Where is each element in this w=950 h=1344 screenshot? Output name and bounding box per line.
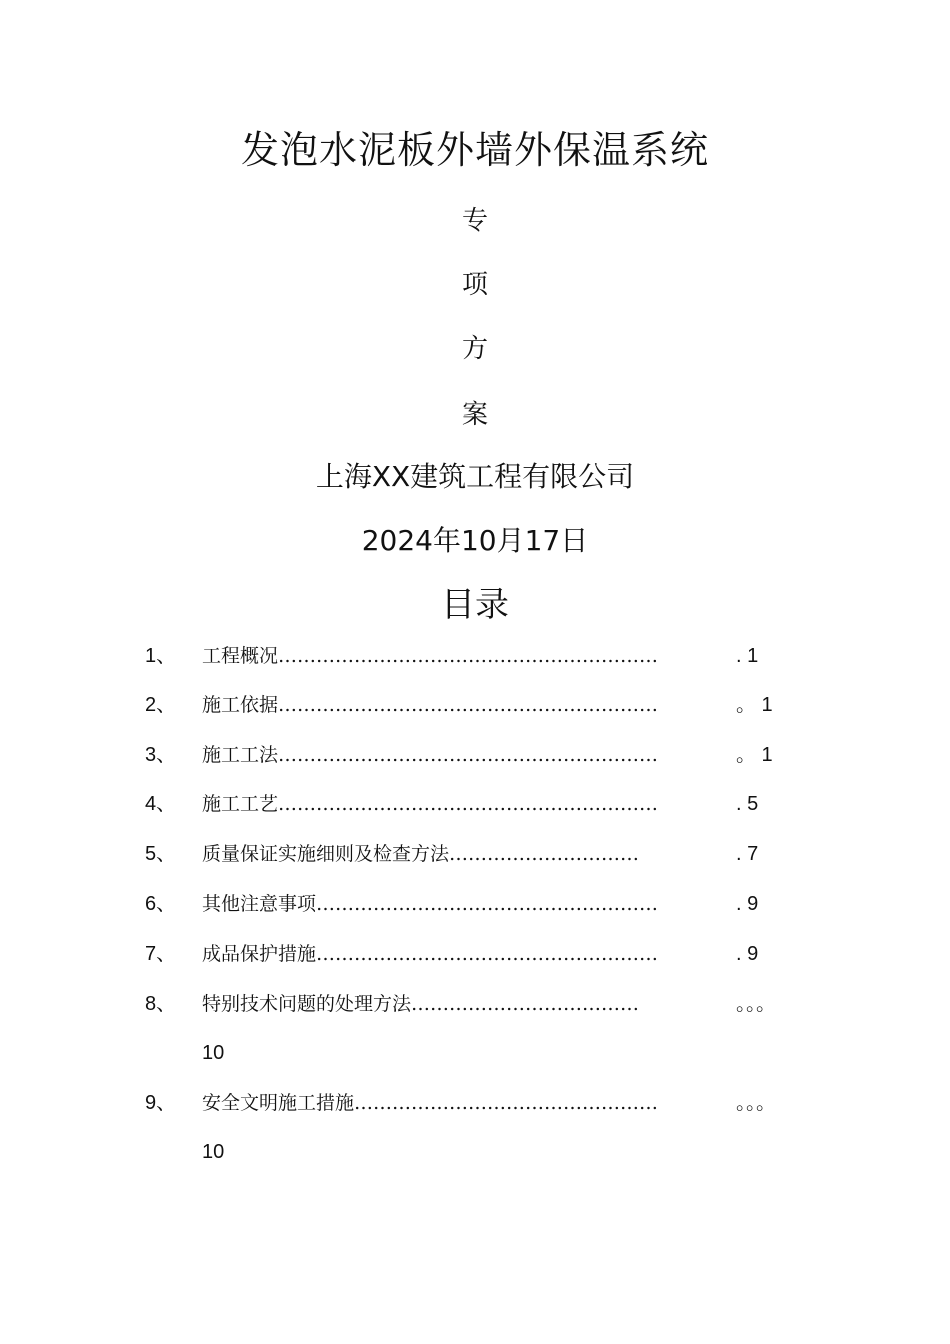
toc-page: . 5: [736, 793, 759, 815]
toc-text: 施工工艺……………………………………………………: [202, 793, 659, 815]
toc-number: 6、: [145, 893, 177, 915]
toc-number: 9、: [145, 1092, 177, 1114]
toc-entry[interactable]: [0, 889, 950, 919]
toc-text: 施工依据……………………………………………………: [202, 694, 659, 716]
toc-page: 10: [202, 1042, 225, 1064]
toc-entry[interactable]: [0, 989, 950, 1019]
toc-text: 特别技术问题的处理方法………………………………: [202, 993, 640, 1015]
toc-entry[interactable]: [0, 939, 950, 969]
toc-number: 8、: [145, 993, 177, 1015]
toc-leader-end: 。。。: [736, 993, 776, 1015]
toc-text: 其他注意事项………………………………………………: [202, 893, 659, 915]
toc-text: 安全文明施工措施…………………………………………: [202, 1092, 659, 1114]
subtitle-char: 案: [461, 400, 488, 430]
toc-number: 2、: [145, 694, 177, 716]
toc-entry-continuation: [0, 1137, 950, 1167]
toc-number: 4、: [145, 793, 177, 815]
toc-page: 。 1: [736, 694, 773, 716]
subtitle-char: 方: [461, 334, 488, 364]
toc-page: . 9: [736, 893, 759, 915]
toc-text: 工程概况……………………………………………………: [202, 645, 659, 667]
toc-page: 10: [202, 1141, 225, 1163]
toc-text: 施工工法……………………………………………………: [202, 744, 659, 766]
company-name: 上海XX建筑工程有限公司: [315, 460, 635, 493]
toc-page: . 7: [736, 843, 759, 865]
document-date: 2024年10月17日: [361, 524, 589, 557]
toc-entry[interactable]: [0, 839, 950, 869]
toc-number: 1、: [145, 645, 177, 667]
toc-number: 3、: [145, 744, 177, 766]
toc-entry-continuation: [0, 1038, 950, 1068]
toc-page: . 1: [736, 645, 759, 667]
toc-entry[interactable]: [0, 1088, 950, 1118]
toc-entry[interactable]: [0, 641, 950, 671]
toc-page: 。 1: [736, 744, 773, 766]
toc-entry[interactable]: [0, 789, 950, 819]
toc-number: 7、: [145, 943, 177, 965]
subtitle-char: 项: [461, 270, 488, 300]
document-title: 发泡水泥板外墙外保温系统: [240, 128, 709, 172]
subtitle-char: 专: [461, 206, 488, 236]
toc-entry[interactable]: [0, 740, 950, 770]
toc-entry[interactable]: [0, 690, 950, 720]
toc-heading: 目录: [441, 585, 509, 625]
toc-page: . 9: [736, 943, 759, 965]
toc-text: 成品保护措施………………………………………………: [202, 943, 659, 965]
toc-leader-end: 。。。: [736, 1092, 776, 1114]
toc-text: 质量保证实施细则及检查方法…………………………: [202, 843, 640, 865]
toc-number: 5、: [145, 843, 177, 865]
